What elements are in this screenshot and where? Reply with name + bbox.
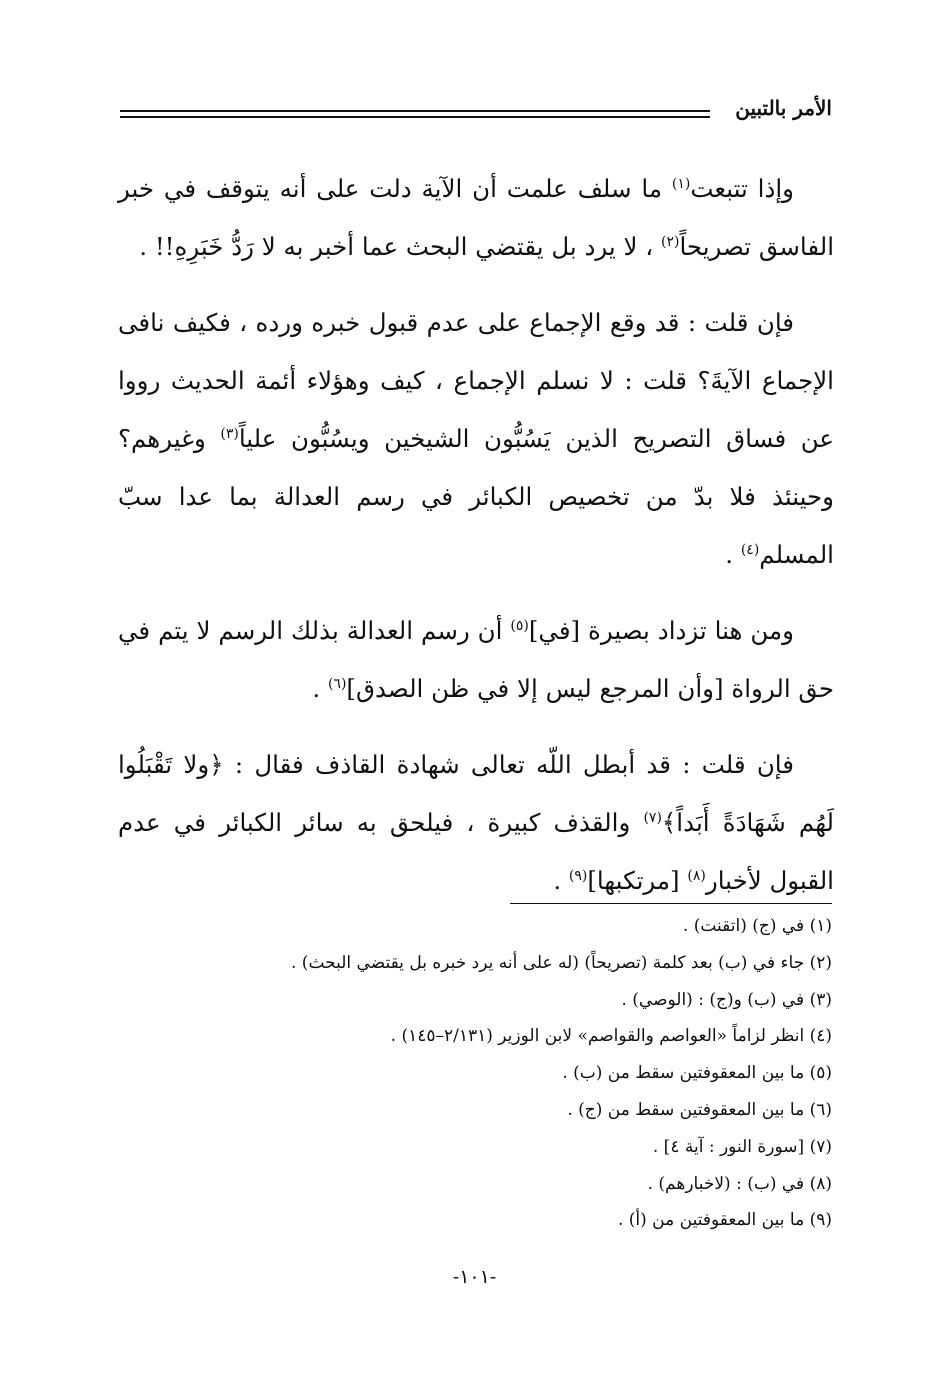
header-rule-bottom: [120, 116, 710, 118]
footnote-ref[interactable]: (٨): [687, 867, 706, 884]
paragraph-1: [118, 160, 834, 276]
footnote-2: (٢) جاء في (ب) بعد كلمة (تصريحاً) (له على أنه يرد خبره بل يقتضي البحث) .: [291, 952, 832, 973]
footnote-ref[interactable]: (٧): [643, 809, 662, 826]
page-header: [120, 96, 832, 126]
running-title: الأمر بالتبين: [735, 96, 832, 120]
main-text: [118, 160, 834, 928]
footnote-separator: [510, 903, 832, 904]
footnote-ref[interactable]: (٥): [510, 617, 529, 634]
paragraph-2: [118, 294, 834, 584]
text-run: ، لا يرد بل يقتضي البحث عما أخبر به لا رَدُّ خَبَرِهِ!! .: [139, 232, 661, 261]
text-run: ومن هنا تزداد بصيرة [في]: [528, 616, 795, 645]
text-run: .: [725, 540, 741, 569]
footnote-5: (٥) ما بين المعقوفتين سقط من (ب) .: [562, 1063, 832, 1084]
footnote-ref[interactable]: (١): [671, 175, 691, 192]
text-run: والقذف كبيرة ، فيلحق به سائر الكبائر في عدم القبول لأخبار: [118, 808, 834, 895]
text-run: وإذا تتبعت: [690, 174, 794, 203]
header-rule-top: [120, 110, 710, 112]
paragraph-3: [118, 602, 834, 718]
text-run: أن رسم العدالة بذلك الرسم لا يتم في حق الرواة [وأن المرجع ليس إلا في ظن الصدق]: [118, 616, 834, 703]
paragraph-4: [118, 736, 834, 910]
footnote-ref[interactable]: (٩): [568, 867, 588, 884]
footnote-3: (٣) في (ب) و(ج) : (الوصي) .: [621, 989, 832, 1010]
footnote-ref[interactable]: (٢): [660, 233, 680, 250]
footnote-4: (٤) انظر لزاماً «العواصم والقواصم» لابن الوزير (٢/١٣١–١٤٥) .: [390, 1026, 832, 1047]
text-run: [مرتكبها]: [587, 866, 688, 895]
footnote-ref[interactable]: (٣): [220, 425, 239, 442]
footnote-9: (٩) ما بين المعقوفتين من (أ) .: [617, 1210, 832, 1231]
footnote-7: (٧) [سورة النور : آية ٤] .: [652, 1136, 832, 1157]
footnote-1: (١) في (ج) (اتقنت) .: [682, 916, 832, 936]
text-run: فإن قلت : قد وقع الإجماع على عدم قبول خبره ورده ، فكيف نافى الإجماع الآيةَ؟ قلت : لا نسلم الإجماع ، كيف وهؤلاء أئمة الحديث رووا عن فساق التصريح الذين يَسُبُّون الشيخين ويسُبُّون علياً: [118, 308, 834, 453]
footnotes: [118, 908, 832, 1239]
text-run: ما سلف علمت أن الآية دلت على أنه يتوقف في خبر الفاسق تصريحاً: [118, 174, 834, 261]
text-run: فإن قلت : قد أبطل اللّه تعالى شهادة القاذف فقال : ﴿ولا تَقْبَلُوا لَهُم شَهَادَةً أَبَداً﴾: [118, 750, 834, 837]
footnote-6: (٦) ما بين المعقوفتين سقط من (ج) .: [567, 1099, 832, 1120]
footnote-ref[interactable]: (٤): [740, 541, 760, 558]
page-number: -١٠١-: [452, 1266, 497, 1288]
text-run: .: [312, 674, 328, 703]
text-run: .: [553, 866, 569, 895]
footnote-ref[interactable]: (٦): [327, 675, 347, 692]
footnote-8: (٨) في (ب) : (لاخبارهم) .: [647, 1173, 832, 1194]
text-run: وغيرهم؟ وحينئذ فلا بدّ من تخصيص الكبائر في رسم العدالة بما عدا سبّ المسلم: [118, 424, 834, 569]
